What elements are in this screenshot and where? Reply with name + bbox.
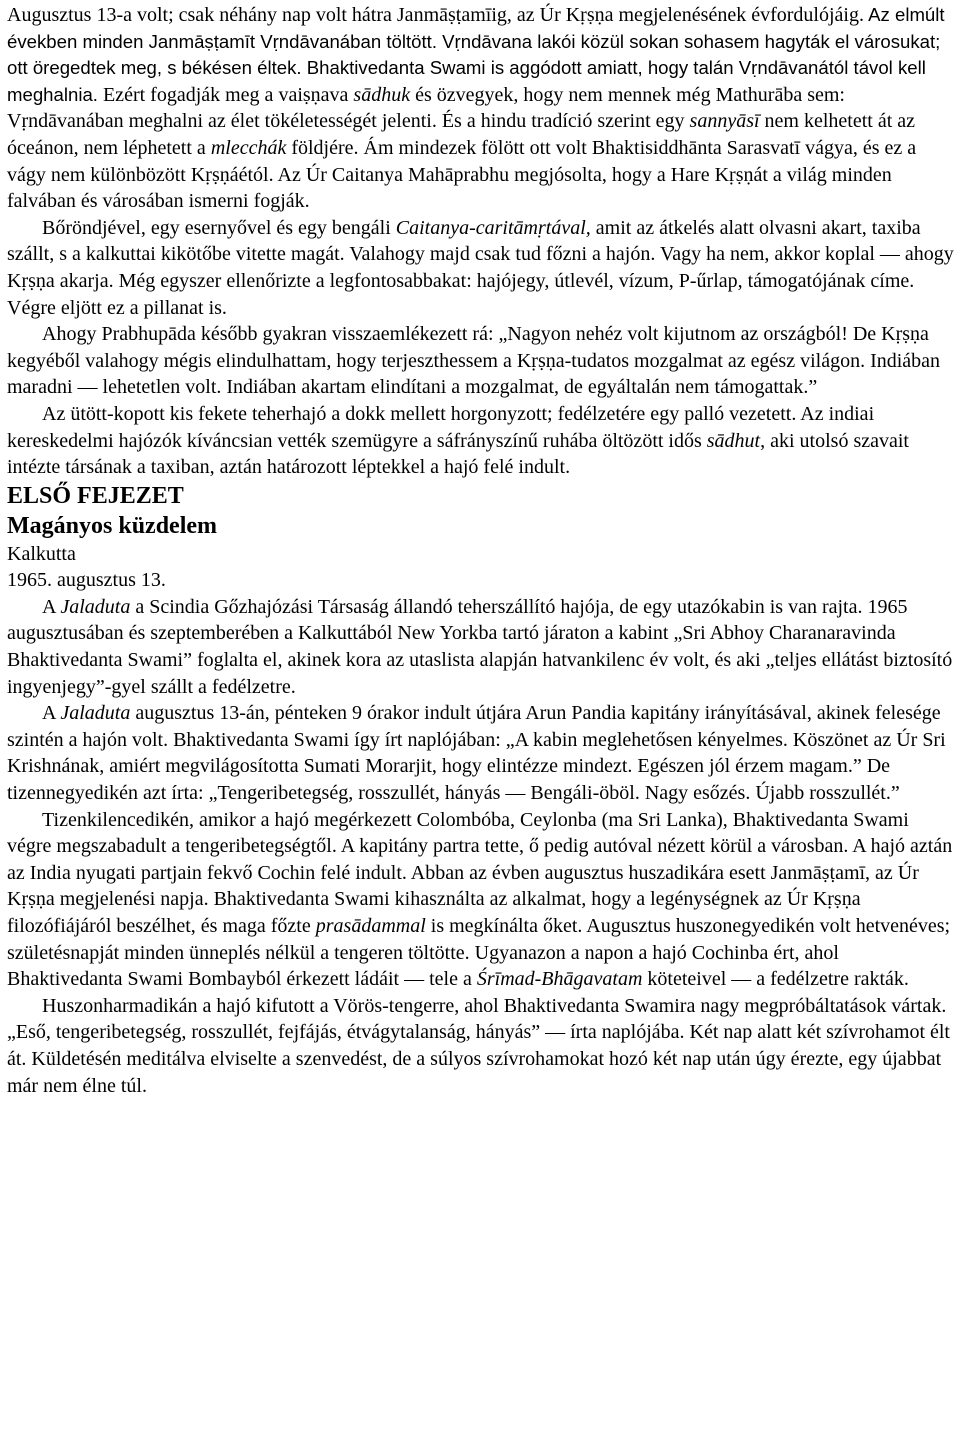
- paragraph-7-italic-b: Śrīmad-Bhāgavatam: [476, 968, 643, 991]
- paragraph-1-part-e: nem kelhetett át az óceánon, nem léphetett a: [7, 110, 916, 159]
- paragraph-2-part-b: amit az átkelés alatt olvasni akart, taxiba szállt, s a kalkuttai kikötőbe vitette magát. Valahogy majd csak tud főzni a hajón. Vagy ha nem, akkor koplal — ahogy Kṛṣṇa akarja. Még egyszer ellenőrizte a legfontosabbakat: hajójegy, útlevél, vízum, P-űrlap, támogatójának címe. Végre eljött ez a pillanat is.: [7, 216, 954, 319]
- paragraph-7: [7, 807, 955, 993]
- paragraph-4-part-a: Az ütött-kopott kis fekete teherhajó a dokk mellett horgonyzott; fedélzetére egy palló vezetett. Az indiai kereskedelmi hajózók kíváncsian vették szemügyre a sáfrányszínű ruhába öltözött idős: [7, 402, 875, 452]
- paragraph-4-part-b: , aki utolsó szavait intézte társának a taxiban, aztán határozott léptekkel a hajó felé indult.: [7, 429, 909, 479]
- paragraph-8: Huszonharmadikán a hajó kifutott a Vörös-tengerre, ahol Bhaktivedanta Swamira nagy megpróbáltatások vártak. „Eső, tengeribetegség, rosszullét, fejfájás, étvágytalanság, hányás” — írta naplójába. Két nap alatt két szívrohamot élt át. Küldetésén meditálva elviselte a szenvedést, de a súlyos szívrohamokat hozó két nap után úgy érezte, egy újabbat már nem élne túl.: [7, 994, 950, 1097]
- paragraph-2-part-a: Bőröndjével, egy esernyővel és egy bengáli: [42, 216, 396, 239]
- paragraph-6-part-b: augusztus 13-án, pénteken 9 órakor indult útjára Arun Pandia kapitány irányításával, akinek felesége szintén a hajón volt. Bhaktivedanta Swami így írt naplójában: „A kabin meglehetősen kényelmes. Köszönet az Úr Sri Krishnának, amiért megvilágosította Sumati Morarjit, hogy elintézze mindezt. Egészen jól érzem magam.” De tizennegyedikén azt írta: „Tengeribetegség, rosszullét, hányás — Bengáli-öböl. Nagy esőzés. Újabb rosszullét.”: [7, 702, 946, 805]
- paragraph-7-part-a: Tizenkilencedikén, amikor a hajó megérkezett Colombóba, Ceylonba (ma Sri Lanka), Bhaktivedanta Swami végre megszabadult a tengeribetegségtől. A kapitány partra tette, ő pedig autóval nézett körül a városban. A hajó aztán az India nyugati partjain fekvő Cochin felé indult. Abban az évben augusztus huszadikára esett Janmāṣṭamī, az Úr Kṛṣṇa megjelenési napja. Bhaktivedanta Swami kihasználta az alkalmat, hogy a legénységnek az Úr Kṛṣṇa filozófiájáról beszélhet, és maga főzte: [7, 808, 953, 937]
- paragraph-1-italic-e: mlecchák: [210, 136, 287, 159]
- paragraph-1-part-b: Az elmúlt években minden Janmāṣṭamīt Vṛndāvanában töltött. Vṛndāvana lakói közül sokan sohasem hagyták el városukat; ott öregedtek meg, s békésen éltek. Bhaktivedanta Swami is aggódott amiatt, hogy talán Vṛndāvanától távol kell meghalnia.: [7, 4, 945, 105]
- paragraph-5: [7, 594, 955, 700]
- paragraph-1-part-a: Augusztus 13-a volt; csak néhány nap volt hátra Janmāṣṭamīig, az Úr Kṛṣṇa megjelenésének évfordulójáig.: [7, 4, 864, 26]
- paragraph-2: [7, 215, 955, 321]
- paragraph-7-part-b: is megkínálta őket. Augusztus huszonegyedikén volt hetvenéves; születésnapját minden ünneplés nélkül a tengeren töltötte. Ugyanazon a napon a hajó Cochinba ért, ahol Bhaktivedanta Swami Bombayból érkezett ládáit — tele a: [7, 915, 951, 991]
- paragraph-5-part-a: A: [42, 595, 61, 618]
- paragraph-6: [7, 700, 955, 806]
- place-line: Kalkutta: [7, 542, 76, 565]
- paragraph-1-part-d: és özvegyek, hogy nem mennek még Mathurāba sem: Vṛndāvanában meghalni az élet tökéletességét jelenti. És a hindu tradíció szerint egy: [7, 83, 845, 133]
- paragraph-5-italic-a: Jaladuta: [60, 595, 131, 618]
- chapter-label: ELSŐ FEJEZET: [7, 482, 184, 509]
- chapter-title: Magányos küzdelem: [7, 512, 217, 539]
- paragraph-3: Ahogy Prabhupāda később gyakran visszaemlékezett rá: „Nagyon nehéz volt kijutnom az országból! De Kṛṣṇa kegyéből valahogy mégis elindulhattam, hogy terjeszthessem a Kṛṣṇa-tudatos mozgalmat az egész világon. Indiában maradni — lehetetlen volt. Indiában akartam elindítani a mozgalmat, de egyáltalán nem támogattak.”: [7, 323, 941, 399]
- paragraph-1-italic-d: sannyāsī: [689, 110, 760, 133]
- paragraph-1-part-c: Ezért fogadják meg a vaiṣṇava: [97, 83, 354, 106]
- paragraph-1-italic-c: sādhuk: [353, 83, 411, 106]
- date-line: 1965. augusztus 13.: [7, 569, 166, 592]
- paragraph-4-italic-a: sādhut: [706, 429, 761, 452]
- paragraph-7-italic-a: prasādammal: [315, 915, 426, 937]
- paragraph-6-part-a: A: [42, 702, 61, 725]
- paragraph-5-part-b: a Scindia Gőzhajózási Társaság állandó teherszállító hajója, de egy utazókabin is van rajta. 1965 augusztusában és szeptemberében a Kalkuttából New Yorkba tartó járaton a kabint „Sri Abhoy Charanaravinda Bhaktivedanta Swami” foglalta el, akinek kora az utaslista alapján hatvankilenc év volt, és aki „teljes ellátást biztosító ingyenjegy”-gyel szállt a fedélzetre.: [7, 595, 953, 698]
- paragraph-4: [7, 401, 955, 481]
- paragraph-1: [7, 2, 955, 215]
- paragraph-2-italic-a: Caitanya-caritāmṛtával,: [395, 216, 591, 239]
- document-page: [7, 2, 955, 1099]
- paragraph-6-italic-a: Jaladuta: [60, 702, 131, 725]
- paragraph-7-part-c: köteteivel — a fedélzetre rakták.: [642, 968, 909, 991]
- paragraph-1-part-f: földjére. Ám mindezek fölött ott volt Bhaktisiddhānta Sarasvatī vágya, és ez a vágy nem különbözött Kṛṣṇáétól. Az Úr Caitanya Mahāprabhu megjósolta, hogy a Hare Kṛṣṇát a világ minden falvában és városában ismerni fogják.: [7, 136, 917, 213]
